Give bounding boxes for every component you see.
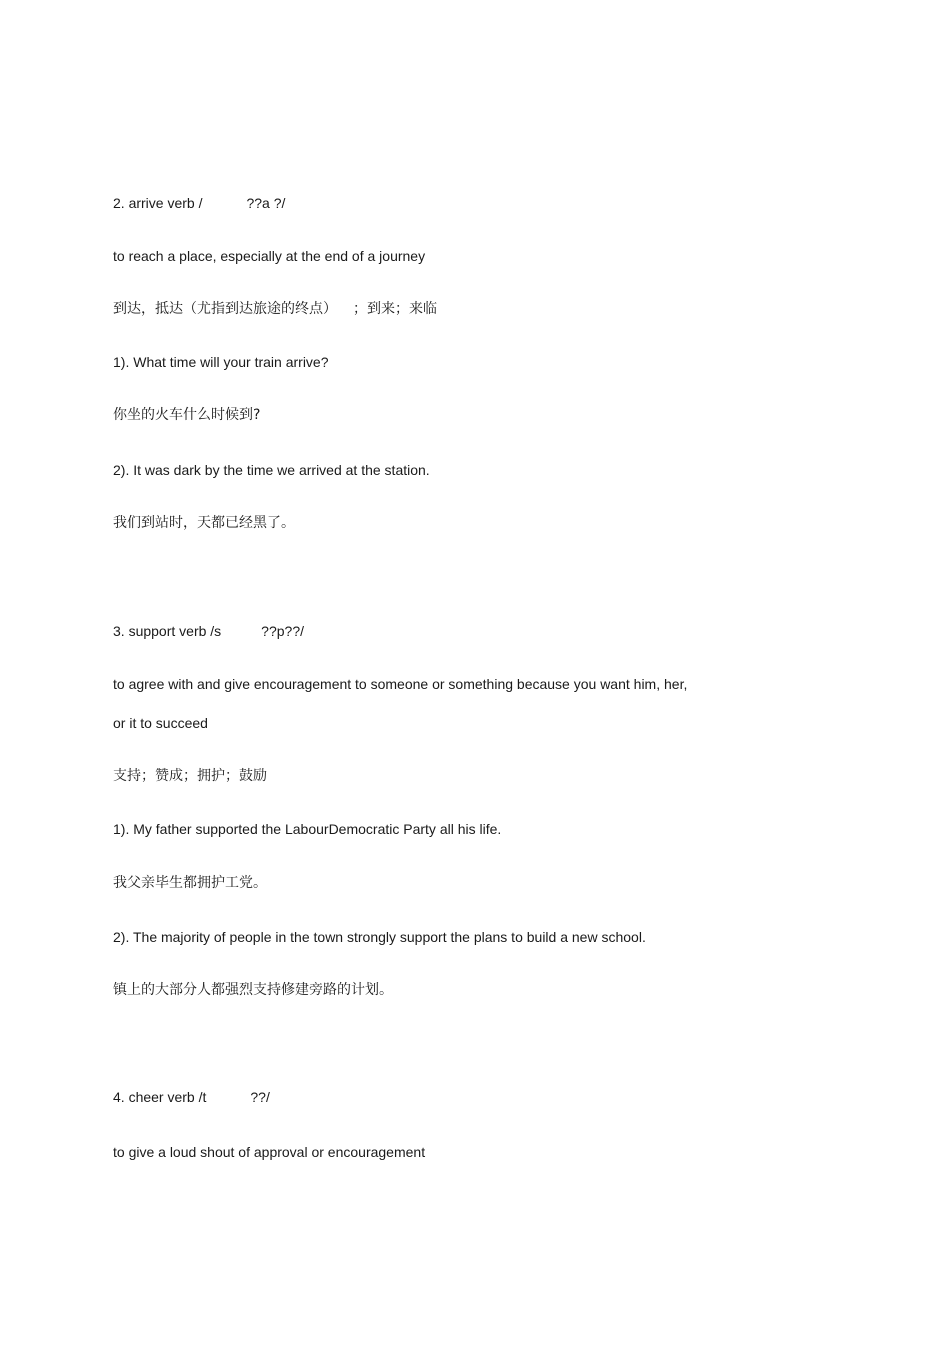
entry-definition-continued: or it to succeed bbox=[113, 715, 208, 731]
entry-phonetic: ??p??/ bbox=[261, 623, 304, 639]
translation-rest: ；到来；来临 bbox=[353, 301, 437, 317]
entry-heading bbox=[113, 622, 304, 640]
example-translation: 镇上的大部分人都强烈支持修建旁路的计划。 bbox=[113, 982, 393, 998]
translation-main: 到达，抵达（尤指到达旅途的终点） bbox=[113, 301, 337, 317]
entry-translation bbox=[113, 300, 437, 318]
entry-phonetic: ??a ?/ bbox=[246, 195, 286, 211]
example-sentence: 1). My father supported the LabourDemocratic Party all his life. bbox=[113, 821, 502, 837]
entry-word: 4. cheer verb /t bbox=[113, 1089, 207, 1105]
entry-definition: to give a loud shout of approval or encouragement bbox=[113, 1144, 426, 1160]
entry-heading bbox=[113, 1088, 270, 1106]
entry-translation bbox=[113, 767, 267, 785]
example-sentence: 2). The majority of people in the town strongly support the plans to build a new school. bbox=[113, 929, 646, 945]
example-translation: 我父亲毕生都拥护工党。 bbox=[113, 875, 267, 891]
entry-definition: to reach a place, especially at the end of a journey bbox=[113, 248, 426, 264]
entry-phonetic: ??/ bbox=[250, 1089, 270, 1105]
entry-word: 3. support verb /s bbox=[113, 623, 222, 639]
example-translation: 你坐的火车什么时候到? bbox=[113, 407, 261, 423]
example-translation: 我们到站时，天都已经黑了。 bbox=[113, 515, 295, 531]
example-sentence: 2). It was dark by the time we arrived at the station. bbox=[113, 462, 430, 478]
entry-word: 2. arrive verb / bbox=[113, 195, 203, 211]
entry-heading bbox=[113, 194, 285, 212]
entry-definition: to agree with and give encouragement to someone or something because you want him, her, bbox=[113, 676, 688, 692]
translation-main: 支持；赞成；拥护；鼓励 bbox=[113, 768, 267, 784]
example-sentence: 1). What time will your train arrive? bbox=[113, 354, 329, 370]
